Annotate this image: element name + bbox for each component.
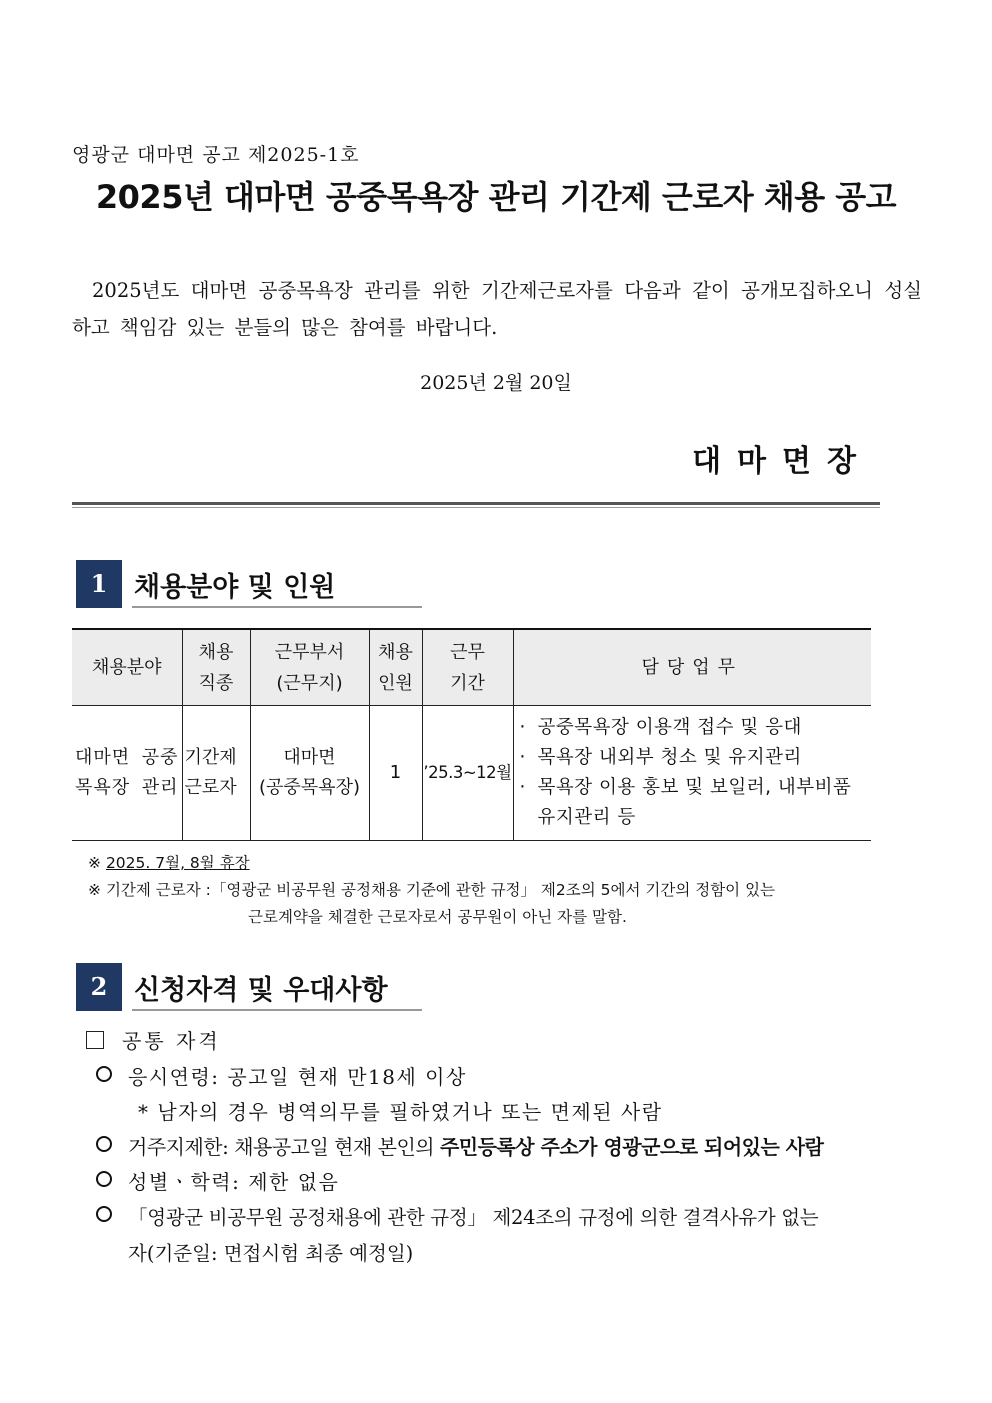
header-field: 채용분야 [72,629,182,706]
cell-job-type: 기간제 근로자 [182,706,250,841]
divider [72,507,880,508]
cell-duties [513,706,871,841]
header-dept: 근무부서 (근무지) [250,629,369,706]
qualification-disqualification: 「영광군 비공무원 공정채용에 관한 규정」 제24조의 규정에 의한 결격사유가 없는 [96,1200,818,1235]
section-title: 채용분야 및 인원 [134,572,336,603]
header-job-type: 채용 직종 [182,629,250,706]
qualification-disqualification-cont: 자(기준일: 면접시험 최종 예정일) [128,1242,414,1265]
checkbox-square-icon [86,1031,104,1049]
list-item: · 공중목욕장 이용객 접수 및 응대 [519,717,802,738]
notice-number: 영광군 대마면 공고 제2025-1호 [72,144,360,166]
section-number: 2 [76,963,122,1011]
circle-bullet-icon [96,1171,112,1187]
list-item: · 목욕장 이용 홍보 및 보일러, 내부비품 유지관리 등 [519,777,852,828]
qualification-age: 응시연령: 공고일 현재 만18세 이상 [96,1060,467,1095]
section-number: 1 [76,560,122,608]
circle-bullet-icon [96,1066,112,1082]
qualification-age-note: * 남자의 경우 병역의무를 필하였거나 또는 면제된 사람 [138,1100,663,1124]
table-row [72,706,871,841]
signer: 대마면장 [692,444,872,479]
section-underline [132,606,422,608]
page-title: 2025년 대마면 공중목욕장 관리 기간제 근로자 채용 공고 [95,178,897,216]
section-title: 신청자격 및 우대사항 [134,975,388,1006]
circle-bullet-icon [96,1136,112,1152]
table-header-row [72,629,871,706]
cell-count: 1 [369,706,422,841]
cell-period: ’25.3~12월 [422,706,513,841]
recruitment-table [72,628,871,841]
header-count: 채용 인원 [369,629,422,706]
header-period: 근무 기간 [422,629,513,706]
header-duties: 담당업무 [513,629,871,706]
cell-dept: 대마면 (공중목욕장) [250,706,369,841]
closure-note: ※ 2025. 7월, 8월 휴장 [88,854,250,872]
notice-date: 2025년 2월 20일 [420,372,572,394]
circle-bullet-icon [96,1206,112,1222]
divider [72,502,880,505]
section-underline [132,1009,422,1011]
list-item: · 목욕장 내외부 청소 및 유지관리 [519,747,802,768]
intro-paragraph: 2025년도 대마면 공중목욕장 관리를 위한 기간제근로자를 다음과 같이 공개모집하오니 성실하고 책임감 있는 분들의 많은 참여를 바랍니다. [72,279,922,339]
definition-note: ※ 기간제 근로자 :「영광군 비공무원 공정채용 기준에 관한 규정」 제2조의 5에서 기간의 정함이 있는 [88,881,776,899]
definition-note-cont: 근로계약을 체결한 근로자로서 공무원이 아닌 자를 말함. [248,908,627,926]
cell-field: 대마면 공중목욕장 관리 [72,706,182,841]
qualification-gender-education: 성별ㆍ학력: 제한 없음 [96,1165,339,1200]
common-qualification-heading: 공통 자격 [86,1024,221,1059]
qualification-residence: 거주지제한: 채용공고일 현재 본인의 주민등록상 주소가 영광군으로 되어있는 사람 [96,1130,823,1165]
